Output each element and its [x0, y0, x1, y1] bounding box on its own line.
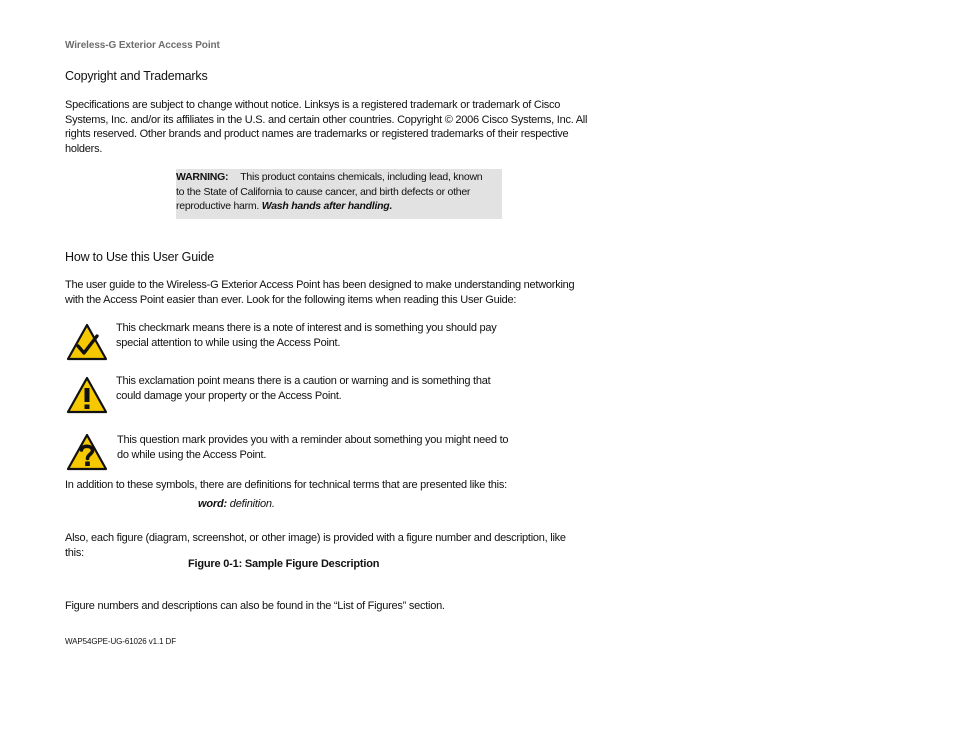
warning-line: reproductive harm.	[176, 200, 262, 212]
definition-text: definition.	[226, 498, 275, 510]
figure-line: this:	[65, 546, 84, 559]
copyright-line: Systems, Inc. and/or its affiliates in the U.S. and certain other countries. Copyright © 2006 Cisco Systems, Inc. All	[65, 113, 588, 126]
icon-description-line: This question mark provides you with a reminder about something you might need to	[117, 434, 509, 446]
running-header: Wireless-G Exterior Access Point	[65, 40, 220, 51]
checkmark-description	[116, 321, 536, 350]
exclamation-icon	[66, 376, 108, 414]
warning-line: This product contains chemicals, including lead, known	[240, 171, 483, 183]
guide-intro-line: with the Access Point easier than ever. Look for the following items when reading this User Guide:	[65, 293, 517, 306]
warning-label: WARNING:	[176, 171, 229, 183]
copyright-line: holders.	[65, 142, 103, 155]
figure-caption: Figure 0-1: Sample Figure Description	[188, 558, 380, 570]
list-of-figures-line: Figure numbers and descriptions can also be found in the “List of Figures” section.	[65, 600, 445, 612]
footer-doc-id: WAP54GPE-UG-61026 v1.1 DF	[65, 637, 177, 646]
symbols-line: In addition to these symbols, there are definitions for technical terms that are presented like this:	[65, 479, 507, 491]
copyright-line: rights reserved. Other brands and product names are trademarks or registered trademarks of their respective	[65, 128, 569, 140]
question-icon	[66, 433, 108, 471]
warning-text	[176, 170, 506, 214]
question-description	[117, 433, 537, 462]
guide-heading: How to Use this User Guide	[65, 250, 215, 264]
icon-description-line: This exclamation point means there is a caution or warning and is something that	[116, 375, 491, 387]
copyright-heading: Copyright and Trademarks	[65, 69, 208, 83]
definition-word: word:	[198, 498, 227, 510]
guide-intro-line: The user guide to the Wireless-G Exterior Access Point has been designed to make understanding networking	[65, 279, 575, 291]
icon-description-line: This checkmark means there is a note of interest and is something you should pay	[116, 322, 497, 334]
guide-intro	[65, 278, 605, 307]
warning-emphasis: Wash hands after handling.	[261, 200, 393, 212]
icon-description-line: could damage your property or the Access Point.	[116, 389, 342, 402]
icon-description-line: special attention to while using the Access Point.	[116, 336, 341, 349]
checkmark-icon	[66, 323, 108, 361]
definition-example	[198, 498, 275, 510]
exclamation-description	[116, 374, 536, 403]
warning-line: to the State of California to cause cancer, and birth defects or other	[176, 185, 471, 198]
figure-line: Also, each figure (diagram, screenshot, or other image) is provided with a figure number and description, like	[65, 532, 566, 544]
figure-paragraph	[65, 531, 605, 560]
copyright-line: Specifications are subject to change without notice. Linksys is a registered trademark or trademark of Cisco	[65, 99, 561, 111]
copyright-paragraph	[65, 98, 605, 156]
icon-description-line: do while using the Access Point.	[117, 448, 267, 461]
